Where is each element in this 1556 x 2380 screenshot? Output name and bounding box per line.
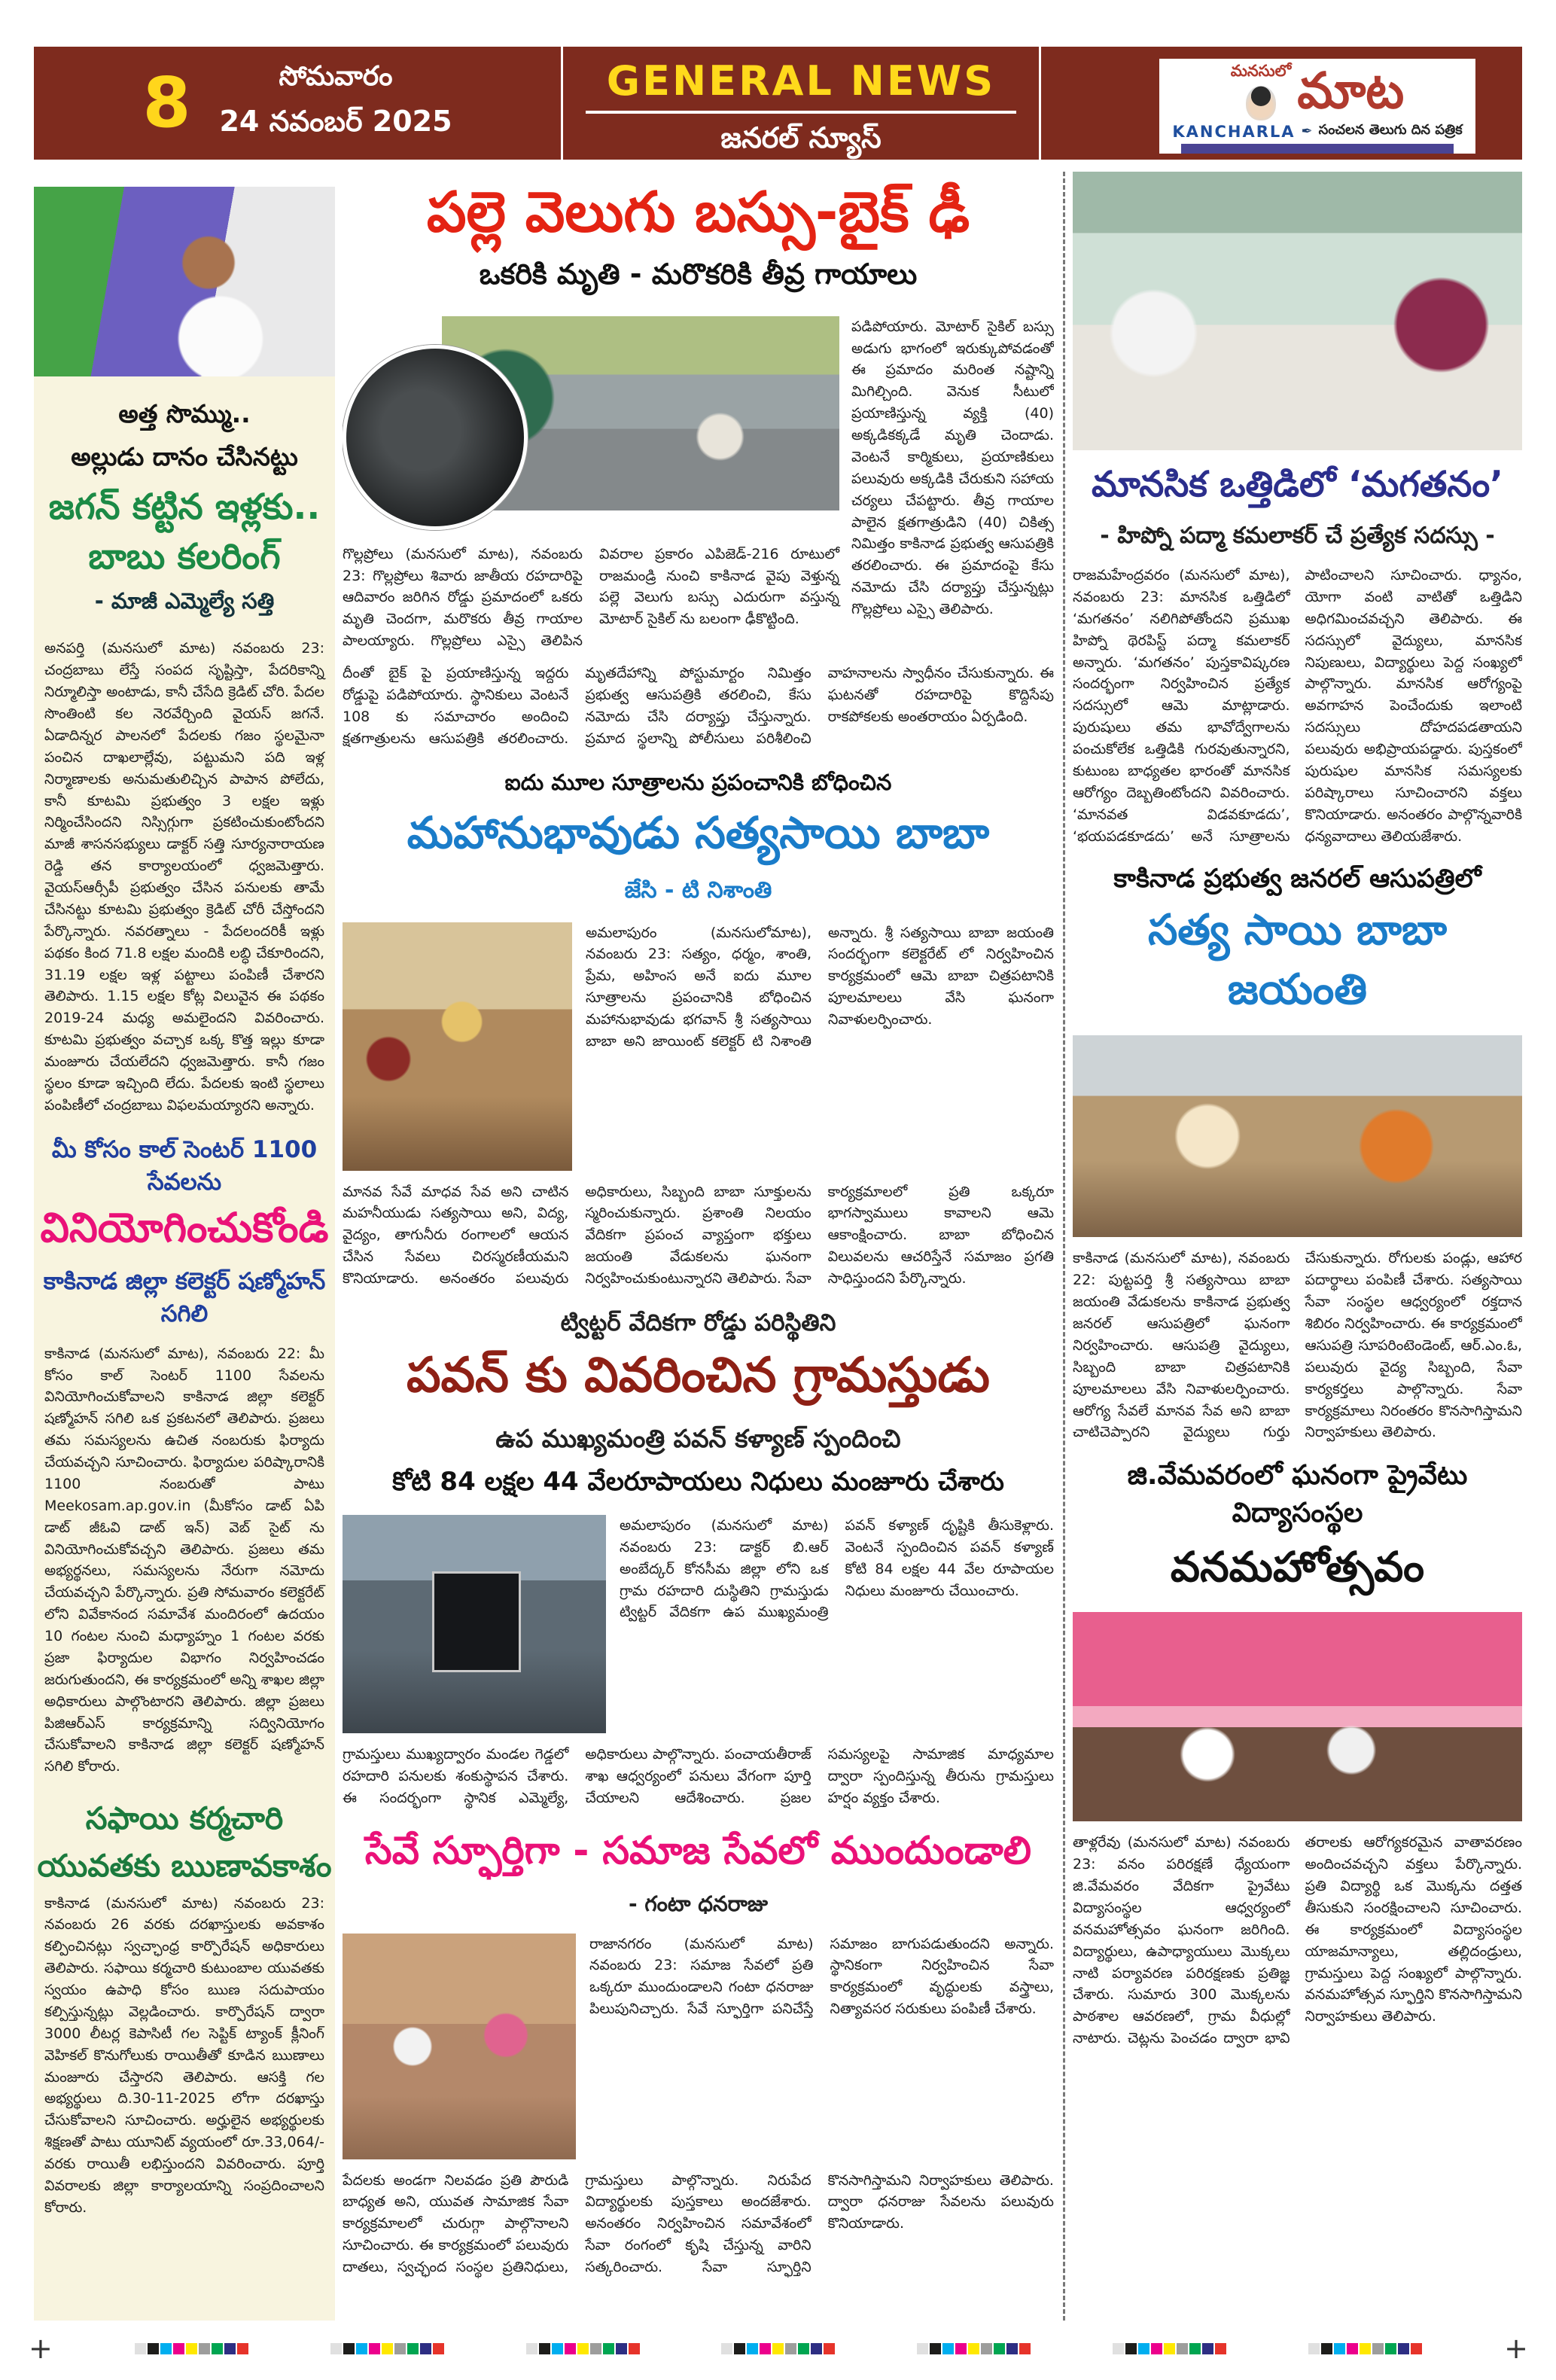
color-square	[1177, 2343, 1188, 2354]
photo-politician	[34, 187, 335, 376]
callcenter-kicker: మీ కోసం కాల్ సెంటర్ 1100 సేవలను	[51, 1135, 318, 1196]
color-square	[1398, 2343, 1409, 2354]
satti-kicker-line2: అల్లుడు దానం చేసినట్టు	[71, 442, 298, 471]
photo-vanam-event	[1073, 1612, 1522, 1821]
pavan-content-row	[343, 1515, 1054, 1733]
color-square	[1308, 2343, 1320, 2354]
accident-body: గొల్లప్రోలు (మనసులో మాట), నవంబరు 23: గొల్లప్రోలు శివారు జాతీయ రహదారిపై ఆదివారం జరిగిన రోడ్డు ప్రమాదంలో ఒకరు మృతి చెందగా, మరొకరు తీవ్ర గాయాల పాలయ్యారు. గొల్లప్రోలు ఎస్సై తెలిపిన వివరాల ప్రకారం ఎపిజెడ్-216 రూటులో రాజమండ్రి నుంచి కాకినాడ వైపు వెళ్తున్న పల్లె వెలుగు బస్సు ఎదురుగా వస్తున్న మోటార్ సైకిల్ ను బలంగా ఢీకొట్టింది.	[343, 545, 839, 650]
color-calibration-group	[1308, 2343, 1422, 2354]
seva-headline: సేవే స్ఫూర్తిగా - సమాజ సేవలో ముందుండాలి	[364, 1828, 1032, 1873]
seva-content-row	[343, 1934, 1054, 2159]
color-square	[590, 2343, 601, 2354]
masthead	[1159, 59, 1475, 154]
vanam-body: తాళ్లరేవు (మనసులో మాట) నవంబరు 23: వనం పరిరక్షణే ధ్యేయంగా జి.వేమవరం వేదికగా ప్రైవేటు విద్యాసంస్థల ఆధ్వర్యంలో వనమహోత్సవం ఘనంగా జరిగింది. విద్యార్థులు, ఉపాధ్యాయులు మొక్కలు నాటి పర్యావరణ పరిరక్షణకు ప్రతిజ్ఞ చేశారు. సుమారు 300 మొక్కలను పాఠశాల ఆవరణలో, గ్రామ వీధుల్లో నాటారు. చెట్లను పెంచడం ద్వారా భావి తరాలకు ఆరోగ్యకరమైన వాతావరణం అందించవచ్చని వక్తలు పేర్కొన్నారు. ప్రతి విద్యార్థి ఒక మొక్కను దత్తత తీసుకుని సంరక్షించాలని సూచించారు. ఈ కార్యక్రమంలో విద్యాసంస్థల యాజమాన్యాలు, తల్లిదండ్రులు, గ్రామస్తులు పెద్ద సంఖ్యలో పాల్గొన్నారు. వనమహోత్సవ స్ఫూర్తిని కొనసాగిస్తామని నిర్వాహకులు తెలిపారు.	[1073, 1834, 1522, 2047]
vanam-headline: వనమహోత్సవం	[1170, 1543, 1425, 1592]
section-title-te: జనరల్ న్యూస్	[720, 121, 882, 154]
color-square	[1372, 2343, 1384, 2354]
color-calibration-group	[721, 2343, 835, 2354]
accident-body-continued: దీంతో బైక్ పై ప్రయాణిస్తున్న ఇద్దరు రోడ్డుపై పడిపోయారు. స్థానికులు వెంటనే 108 కు సమాచారం అందించి క్షతగాత్రులను ఆసుపత్రికి తరలించారు. మృతదేహాన్ని పోస్టుమార్టం నిమిత్తం ప్రభుత్వ ఆసుపత్రికి తరలించి, కేసు నమోదు చేసి దర్యాప్తు చేస్తున్నారు. ప్రమాద స్థలాన్ని పోలీసులు పరిశీలించి వాహనాలను స్వాధీనం చేసుకున్నారు. ఈ ఘటనతో రహదారిపై కొద్దిసేపు రాకపోకలకు అంతరాయం ఏర్పడింది.	[343, 665, 1054, 747]
color-square	[785, 2343, 796, 2354]
color-square	[994, 2343, 1005, 2354]
color-square	[1215, 2343, 1226, 2354]
color-square	[224, 2343, 236, 2354]
color-square	[420, 2343, 431, 2354]
masthead-bar	[1181, 144, 1453, 154]
color-square	[212, 2343, 223, 2354]
page-header	[34, 47, 1522, 160]
color-square	[407, 2343, 419, 2354]
magatanam-body: రాజమహేంద్రవరం (మనసులో మాట), నవంబరు 23: మానసిక ఒత్తిడిలో ‘మగతనం’ నలిగిపోతోందని ప్రముఖ హిప్నో థెరపిస్ట్ పద్మా కమలాకర్ అన్నారు. ‘మగతనం’ పుస్తకావిష్కరణ సందర్భంగా నిర్వహించిన ప్రత్యేక సదస్సులో ఆమె మాట్లాడారు. పురుషులు తమ భావోద్వేగాలను పంచుకోలేక ఒత్తిడికి గురవుతున్నారని, కుటుంబ బాధ్యతల భారంతో మానసిక ఆరోగ్యం దెబ్బతింటోందని వివరించారు. ‘మానవత విడవకూడదు’, ‘భయపడకూడదు’ అనే సూత్రాలను పాటించాలని సూచించారు. ధ్యానం, యోగా వంటి వాటితో ఒత్తిడిని అధిగమించవచ్చని తెలిపారు. ఈ సదస్సులో వైద్యులు, మానసిక నిపుణులు, విద్యార్థులు పెద్ద సంఖ్యలో పాల్గొన్నారు. మానసిక ఆరోగ్యంపై అవగాహన పెంచేందుకు ఇలాంటి సదస్సులు దోహదపడతాయని పలువురు అభిప్రాయపడ్డారు. పుస్తకంలో పురుషుల మానసిక సమస్యలకు పరిష్కారాలు సూచించారని వక్తలు కొనియాడారు. అనంతరం పాల్గొన్నవారికి ధన్యవాదాలు తెలియజేశారు.	[1073, 567, 1522, 845]
photo-jayanti-event	[1073, 1035, 1522, 1237]
color-square	[955, 2343, 967, 2354]
date-block	[219, 61, 452, 145]
color-square	[369, 2343, 380, 2354]
color-square	[917, 2343, 928, 2354]
color-square	[968, 2343, 979, 2354]
color-square	[760, 2343, 771, 2354]
lead-headline: పల్లె వెలుగు బస్సు-బైక్ ఢీ	[426, 180, 970, 245]
color-square	[747, 2343, 758, 2354]
callcenter-body: కాకినాడ (మనసులో మాట), నవంబరు 22: మీ కోసం కాల్ సెంటర్ 1100 సేవలను వినియోగించుకోవాలని కాకినాడ జిల్లా కలెక్టర్ షణ్మోహన్ సగిలి ఒక ప్రకటనలో తెలిపారు. ప్రజలు తమ సమస్యలను ఉచిత నంబరుకు ఫిర్యాదు చేయవచ్చని సూచించారు. ఫిర్యాదుల పరిష్కారానికి 1100 నంబరుతో పాటు Meekosam.ap.gov.in (మీకోసం డాట్ ఏపి డాట్ జీఓవి డాట్ ఇన్) వెబ్ సైట్ ను వినియోగించుకోవచ్చని తెలిపారు. ప్రజలు తమ అభ్యర్థనలు, సమస్యలను నేరుగా నమోదు చేయవచ్చని పేర్కొన్నారు. ప్రతి సోమవారం కలెక్టరేట్ లోని వివేకానంద సమావేశ మందిరంలో ఉదయం 10 గంటల నుంచి మధ్యాహ్నం 1 గంటల వరకు ప్రజా ఫిర్యాదుల విభాగం నిర్వహించడం జరుగుతుందని, ఈ కార్యక్రమంలో అన్ని శాఖల జిల్లా అధికారులు పాల్గొంటారని తెలిపారు. జిల్లా ప్రజలు పిజిఆర్ఎస్ కార్యక్రమాన్ని సద్వినియోగం చేసుకోవాలని కాకినాడ జిల్లా కలెక్టర్ షణ్మోహన్ సగిలి కోరారు.	[44, 1345, 324, 1775]
header-right	[1041, 47, 1522, 160]
safai-body: కాకినాడ (మనసులో మాట) నవంబరు 23: నవంబరు 26 వరకు దరఖాస్తులకు అవకాశం కల్పించినట్లు స్వచ్ఛాంధ్ర కార్పొరేషన్ అధికారులు తెలిపారు. సఫాయి కర్మచారి కుటుంబాల యువతకు స్వయం ఉపాధి కోసం ఋణ సదుపాయం కల్పిస్తున్నట్లు వెల్లడించారు. కార్పొరేషన్ ద్వారా 3000 లీటర్ల కెపాసిటీ గల సెప్టిక్ ట్యాంక్ క్లీనింగ్ వెహికల్ కొనుగోలుకు రాయితీతో కూడిన ఋణాలు మంజూరు చేస్తారని తెలిపారు. ఆసక్తి గల అభ్యర్థులు ది.30-11-2025 లోగా దరఖాస్తు చేసుకోవాలని సూచించారు. అర్హులైన అభ్యర్థులకు శిక్షణతో పాటు యూనిట్ వ్యయంలో రూ.33,064/- వరకు రాయితీ లభిస్తుందని వివరించారు. పూర్తి వివరాలకు జిల్లా కార్యాలయాన్ని సంప్రదించాలని కోరారు.	[44, 1894, 324, 2216]
sai-headline-block	[343, 769, 1054, 909]
masthead-pre-title: మనసులో	[1230, 62, 1292, 80]
pavan-headline: పవన్ కు వివరించిన గ్రామస్తుడు	[407, 1347, 990, 1403]
jayanti-headline: సత్య సాయి బాబా జయంతి	[1147, 906, 1448, 1015]
color-calibration-group	[917, 2343, 1031, 2354]
pavan-body: అమలాపురం (మనసులో మాట) నవంబరు 23: డాక్టర్ బి.ఆర్ అంబేద్కర్ కోనసీమ జిల్లా లోని ఒక గ్రామ రహదారి దుస్థితిని గ్రామస్తుడు ట్విట్టర్ వేదికగా ఉప ముఖ్యమంత్రి పవన్ కళ్యాణ్ దృష్టికి తీసుకెళ్లారు. వెంటనే స్పందించిన పవన్ కళ్యాణ్ కోటి 84 లక్షల 44 వేల రూపాయల నిధులు మంజూరు చేయించారు.	[620, 1516, 1054, 1621]
color-square	[173, 2343, 184, 2354]
color-square	[526, 2343, 537, 2354]
photo-seva-event	[343, 1934, 576, 2159]
pavan-body-continued: గ్రామస్తులు ముఖ్యద్వారం మండల గెడ్డలో రహదారి పనులకు శంకుస్థాపన చేశారు. ఈ సందర్భంగా స్థానిక ఎమ్మెల్యే, అధికారులు పాల్గొన్నారు. పంచాయతీరాజ్ శాఖ ఆధ్వర్యంలో పనులు వేగంగా పూర్తి చేయాలని ఆదేశించారు. ప్రజల సమస్యలపై సామాజిక మాధ్యమాల ద్వారా స్పందిస్తున్న తీరును గ్రామస్తులు హర్షం వ్యక్తం చేశారు.	[343, 1745, 1054, 1806]
color-square	[433, 2343, 444, 2354]
accident-article	[343, 316, 1054, 750]
masthead-face-icon	[1246, 86, 1276, 120]
pen-nib-icon: ✒	[1301, 123, 1313, 139]
seva-body-continued: పేదలకు అండగా నిలవడం ప్రతి పౌరుడి బాధ్యత అని, యువత సామాజిక సేవా కార్యక్రమాలలో చురుగ్గా పాల్గొనాలని సూచించారు. ఈ కార్యక్రమంలో పలువురు దాతలు, స్వచ్ఛంద సంస్థల ప్రతినిధులు, గ్రామస్తులు పాల్గొన్నారు. నిరుపేద విద్యార్థులకు పుస్తకాలు అందజేశారు. అనంతరం నిర్వహించిన సమావేశంలో సేవా రంగంలో కృషి చేస్తున్న వారిని సత్కరించారు. సేవా స్ఫూర్తిని కొనసాగిస్తామని నిర్వాహకులు తెలిపారు. ద్వారా ధనరాజు సేవలను పలువురు కొనియాడారు.	[343, 2171, 1054, 2276]
color-square	[1385, 2343, 1396, 2354]
color-square	[603, 2343, 614, 2354]
color-square	[577, 2343, 589, 2354]
sai-content-row	[343, 922, 1054, 1171]
pavan-kicker: ట్విట్టర్ వేదికగా రోడ్డు పరిస్థితిని	[560, 1309, 836, 1336]
color-square	[629, 2343, 640, 2354]
crop-mark-left: +	[29, 2332, 53, 2365]
vanam-headline-block	[1073, 1460, 1522, 1601]
photo-pavan-plaque	[343, 1515, 606, 1733]
accident-top-row	[343, 316, 1054, 652]
color-square	[1006, 2343, 1018, 2354]
magatanam-headline-block	[1073, 464, 1522, 554]
color-calibration-group	[135, 2343, 248, 2354]
sai-body: అమలాపురం (మనసులోమాట), నవంబరు 23: సత్యం, ధర్మం, శాంతి, ప్రేమ, అహింస అనే ఐదు మూల సూత్రాలను ప్రపంచానికి బోధించిన మహానుభావుడు భగవాన్ శ్రీ సత్యసాయి బాబా అని జాయింట్ కలెక్టర్ టి నిశాంతి అన్నారు. శ్రీ సత్యసాయి బాబా జయంతి సందర్భంగా కలెక్టరేట్ లో నిర్వహించిన కార్యక్రమంలో ఆమె బాబా చిత్రపటానికి పూలమాలలు వేసి ఘనంగా నివాళులర్పించారు.	[586, 924, 1054, 1050]
accident-photos	[343, 316, 839, 536]
color-square	[1164, 2343, 1175, 2354]
photo-accident-inset-circle	[343, 345, 528, 530]
callcenter-subhead: కాకినాడ జిల్లా కలెక్టర్ షణ్మోహన్ సగిలి	[43, 1267, 326, 1327]
section-title-en: GENERAL NEWS	[586, 57, 1016, 114]
sai-body-continued: మానవ సేవే మాధవ సేవ అని చాటిన మహనీయుడు సత్యసాయి అని, విద్య, వైద్యం, తాగునీరు రంగాలలో ఆయన చేసిన సేవలు చిరస్మరణీయమని కొనియాడారు. అనంతరం పలువురు అధికారులు, సిబ్బంది బాబా సూక్తులను స్మరించుకున్నారు. ప్రశాంతి నిలయం వేదికగా ప్రపంచ వ్యాప్తంగా భక్తులు జయంతి వేడుకలను ఘనంగా నిర్వహించుకుంటున్నారని తెలిపారు. సేవా కార్యక్రమాలలో ప్రతి ఒక్కరూ భాగస్వాములు కావాలని ఆమె ఆకాంక్షించారు. బాబా బోధించిన విలువలను ఆచరిస్తేనే సమాజం ప్రగతి సాధిస్తుందని పేర్కొన్నారు.	[343, 1183, 1054, 1288]
color-square	[1189, 2343, 1201, 2354]
photo-magatanam-session	[1073, 172, 1522, 450]
callcenter-headline: వినియోగించుకోండి	[40, 1203, 329, 1251]
right-column	[1063, 172, 1522, 2321]
satti-kicker-line1: అత్త సొమ్ము..	[118, 399, 251, 428]
masthead-tagline: సంచలన తెలుగు దిన పత్రిక	[1318, 122, 1463, 138]
print-color-strip	[29, 2333, 1528, 2364]
jayanti-headline-block	[1073, 864, 1522, 1025]
color-square	[1411, 2343, 1422, 2354]
masthead-title: మాట	[1297, 62, 1405, 120]
color-square	[1125, 2343, 1137, 2354]
color-square	[199, 2343, 210, 2354]
color-square	[552, 2343, 563, 2354]
color-square	[1202, 2343, 1213, 2354]
masthead-brand: KANCHARLA	[1172, 122, 1296, 141]
lead-headline-block	[343, 172, 1054, 298]
safai-headline-line1: సఫాయి కర్మచారి	[85, 1800, 284, 1837]
vanam-kicker: జి.వేమవరంలో ఘనంగా ప్రైవేటు విద్యాసంస్థల	[1127, 1460, 1468, 1529]
photo-sai-tribute	[343, 922, 572, 1171]
jayanti-kicker: కాకినాడ ప్రభుత్వ జనరల్ ఆసుపత్రిలో	[1113, 864, 1481, 894]
color-square	[343, 2343, 355, 2354]
color-calibration-group	[1113, 2343, 1226, 2354]
color-square	[237, 2343, 248, 2354]
color-square	[811, 2343, 822, 2354]
color-square	[1347, 2343, 1358, 2354]
masthead-top	[1159, 62, 1475, 120]
accident-left	[343, 316, 839, 652]
sai-headline: మహానుభావుడు సత్యసాయి బాబా	[407, 806, 990, 858]
color-square	[930, 2343, 941, 2354]
color-square	[1151, 2343, 1162, 2354]
sai-byline: జేసి - టి నిశాంతి	[624, 876, 772, 904]
seva-body: రాజానగరం (మనసులో మాట) నవంబరు 23: సమాజ సేవలో ప్రతి ఒక్కరూ ముందుండాలని గంటా ధనరాజు పిలుపునిచ్చారు. సేవే స్ఫూర్తిగా పనిచేస్తే సమాజం బాగుపడుతుందని అన్నారు. స్థానికంగా నిర్వహించిన సేవా కార్యక్రమంలో వృద్ధులకు వస్త్రాలు, నిత్యావసర సరుకులు పంపిణీ చేశారు.	[589, 1935, 1054, 2018]
color-square	[135, 2343, 146, 2354]
magatanam-subhead: - హిప్నో పద్మా కమలాకర్ చే ప్రత్యేక సదస్సు -	[1100, 523, 1495, 549]
color-square	[721, 2343, 732, 2354]
color-square	[356, 2343, 367, 2354]
satti-headline-line2: బాబు కలరింగ్	[88, 535, 281, 577]
page-number: 8	[142, 62, 191, 143]
seva-byline: - గంటా ధనరాజు	[628, 1891, 768, 1916]
color-square	[942, 2343, 954, 2354]
magatanam-headline: మానసిక ఒత్తిడిలో ‘మగతనం’	[1091, 464, 1504, 505]
color-square	[565, 2343, 576, 2354]
color-square	[394, 2343, 406, 2354]
color-square	[772, 2343, 784, 2354]
color-square	[330, 2343, 342, 2354]
color-square	[981, 2343, 992, 2354]
middle-column	[343, 172, 1054, 2321]
header-left	[34, 47, 561, 160]
satti-byline: - మాజీ ఎమ్మెల్యే సత్తి	[94, 588, 275, 614]
color-square	[160, 2343, 172, 2354]
color-square	[824, 2343, 835, 2354]
color-square	[1360, 2343, 1371, 2354]
masthead-left	[1231, 62, 1292, 120]
pavan-subhead-1: ఉప ముఖ్యమంత్రి పవన్ కళ్యాణ్ స్పందించి	[495, 1423, 901, 1453]
section-banner	[563, 47, 1039, 160]
date-label: 24 నవంబర్ 2025	[219, 105, 452, 138]
color-square	[186, 2343, 197, 2354]
color-square	[1113, 2343, 1124, 2354]
crop-mark-right: +	[1504, 2332, 1528, 2365]
lead-subhead: ఒకరికి మృతి - మరొకరికి తీవ్ర గాయాలు	[479, 257, 918, 291]
color-square	[539, 2343, 550, 2354]
color-square	[734, 2343, 745, 2354]
color-square	[616, 2343, 627, 2354]
pavan-headline-block	[343, 1309, 1054, 1503]
satti-body: అనపర్తి (మనసులో మాట) నవంబరు 23: చంద్రబాబు లేస్తే సంపద సృష్టిస్తా, పేదరికాన్ని నిర్మూలిస్తా అంటాడు, కానీ చేసేది క్రెడిట్ చోరి. పేదల సొంతింటి కల నెరవేర్చింది వైయస్ జగనే. ఏడాదిన్నర పాలనలో పేదలకు గజం స్థలమైనా పంచిన దాఖలాల్లేవు, పట్టుమని పది ఇళ్ల నిర్మాణాలకు అనుమతులిచ్చిన పాపాన పోలేదు, కానీ కూటమి ప్రభుత్వం 3 లక్షల ఇళ్లు నిర్మించేసిందని నిస్సిగ్గుగా ప్రకటించుకుంటోందని మాజీ శాసనసభ్యులు డాక్టర్ సత్తి సూర్యనారాయణ రెడ్డి తన కార్యాలయంలో ధ్వజమెత్తారు. వైయస్ఆర్సీపీ ప్రభుత్వం చేసిన పనులకు తామే చేసినట్టు కూటమి ప్రభుత్వం క్రెడిట్ చోరీ చేస్తోందని పేర్కొన్నారు. నవరత్నాలు - పేదలందరికీ ఇళ్లు పథకం కింద 71.8 లక్షల మందికి లబ్ధి చేకూరిందని, 31.19 లక్షల ఇళ్ల పట్టాలు పంపిణీ చేశారని తెలిపారు. 1.15 లక్షల కోట్ల విలువైన ఈ పథకం 2019-24 మధ్య అమలైందని వివరించారు. కూటమి ప్రభుత్వం వచ్చాక ఒక్క కొత్త ఇల్లు కూడా మంజూరు చేయలేదని ధ్వజమెత్తారు. కానీ గజం స్థలం కూడా ఇచ్చింది లేదు. పేదలకు ఇంటి స్థలాలు పంపిణీలో చంద్రబాబు విఫలమయ్యారని అన్నారు.	[44, 640, 324, 1114]
color-square	[798, 2343, 809, 2354]
color-square	[1321, 2343, 1332, 2354]
color-square	[148, 2343, 159, 2354]
color-square	[382, 2343, 393, 2354]
sai-kicker: ఐదు మూల సూత్రాలను ప్రపంచానికి బోధించిన	[504, 769, 892, 795]
color-calibration-group	[526, 2343, 640, 2354]
day-label: సోమవారం	[279, 61, 393, 92]
masthead-bottom	[1159, 122, 1475, 141]
accident-body-side: పడిపోయారు. మోటార్ సైకిల్ బస్సు అడుగు భాగంలో ఇరుక్కుపోవడంతో ఈ ప్రమాదం మరింత నష్టాన్ని మిగిల్చింది. వెనుక సీటులో ప్రయాణిస్తున్న వ్యక్తి (40) అక్కడికక్కడే మృతి చెందాడు. వెంటనే కార్మికులు, ప్రయాణికులు పలువురు అక్కడికి చేరుకుని సహాయ చర్యలు చేపట్టారు. తీవ్ర గాయాల పాలైన క్షతగాత్రుడిని (40) చికిత్స నిమిత్తం కాకినాడ ప్రభుత్వ ఆసుపత్రికి తరలించారు. ఈ ప్రమాదంపై కేసు నమోదు చేసి దర్యాప్తు చేస్తున్నట్లు గొల్లప్రోలు ఎస్సై తెలిపారు.	[851, 318, 1054, 618]
color-square	[1334, 2343, 1345, 2354]
seva-headline-block	[343, 1829, 1054, 1921]
jayanti-body: కాకినాడ (మనసులో మాట), నవంబరు 22: పుట్టపర్తి శ్రీ సత్యసాయి బాబా జయంతి వేడుకలను కాకినాడ ప్రభుత్వ జనరల్ ఆసుపత్రిలో ఘనంగా నిర్వహించారు. ఆసుపత్రి వైద్యులు, సిబ్బంది బాబా చిత్రపటానికి పూలమాలలు వేసి నివాళులర్పించారు. ఆరోగ్య సేవలే మానవ సేవ అని బాబా చాటిచెప్పారని వైద్యులు గుర్తు చేసుకున్నారు. రోగులకు పండ్లు, ఆహార పదార్థాలు పంపిణీ చేశారు. సత్యసాయి సేవా సంస్థల ఆధ్వర్యంలో రక్తదాన శిబిరం నిర్వహించారు. ఈ కార్యక్రమంలో ఆసుపత్రి సూపరింటెండెంట్, ఆర్.ఎం.ఓ, పలువురు వైద్య సిబ్బంది, సేవా కార్యకర్తలు పాల్గొన్నారు. సేవా కార్యక్రమాలు నిరంతరం కొనసాగిస్తామని నిర్వాహకులు తెలిపారు.	[1073, 1250, 1522, 1441]
color-square	[1138, 2343, 1149, 2354]
satti-headline-line1: జగన్ కట్టిన ఇళ్లకు..	[48, 486, 321, 528]
color-square	[1019, 2343, 1031, 2354]
color-calibration-group	[330, 2343, 444, 2354]
satti-headline-block	[34, 376, 335, 630]
safai-headline-line2: యువతకు ఋణావకాశం	[37, 1848, 332, 1885]
pavan-subhead-2: కోటి 84 లక్షల 44 వేలరూపాయలు నిధులు మంజూరు చేశారు	[392, 1466, 1004, 1497]
left-column	[34, 187, 335, 2321]
